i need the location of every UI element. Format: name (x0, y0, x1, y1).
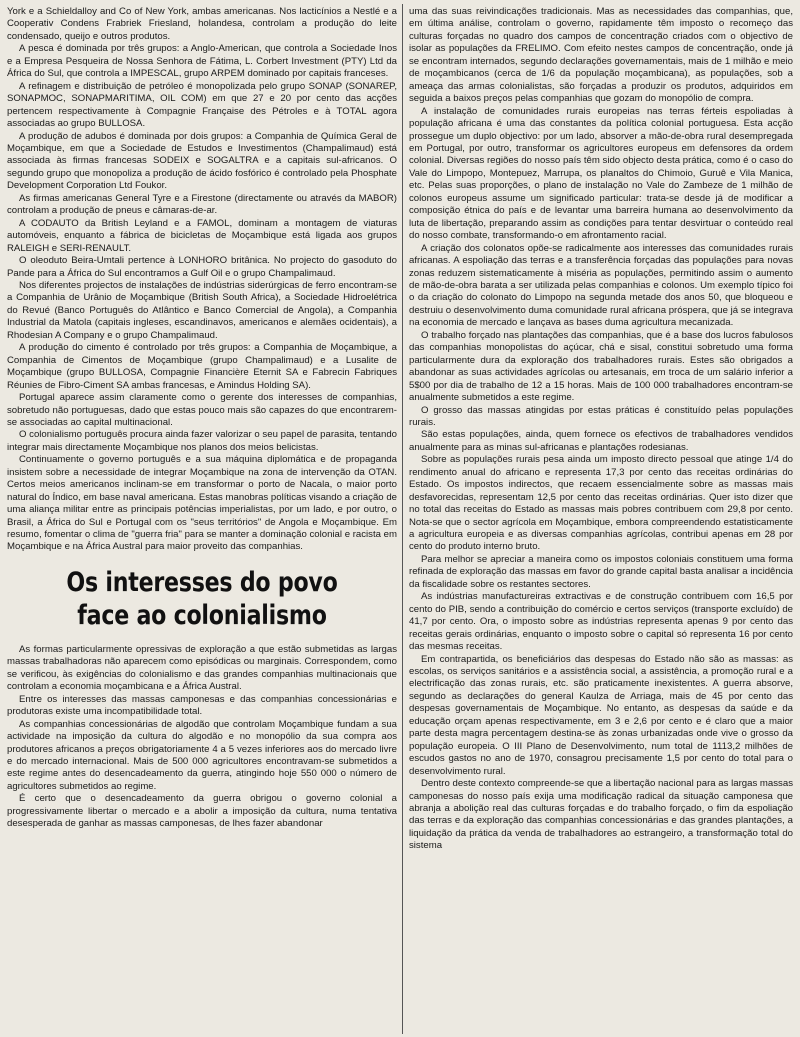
right-column (409, 6, 793, 853)
paragraph: York e a Schieldalloy and Co of New York, ambas americanas. Nos lacticínios a Nestlé e a Cooperativ Condens Frabriek Friesland, holandesa, controlam a produção do leite condensado, queijo e outros produtos. (7, 6, 397, 42)
column-divider (402, 4, 403, 1034)
headline-line-1: Os interesses do povo (66, 566, 338, 598)
paragraph: O trabalho forçado nas plantações das companhias, que é a base dos lucros fabulosos das companhias monopolistas do açúcar, chá e sisal, constitui sobretudo uma forma particularmente dura da exploração dos trabalhadores rurais. Estes são obrigados a abandonar as suas actividades agrícolas ou artesanais, em troca de um salário inferior a 5$00 por dia de trabalho de 12 a 15 horas. Mais de 100 000 trabalhadores encontram-se anualmente submetidos a este regime. (409, 329, 793, 404)
paragraph: Para melhor se apreciar a maneira como os impostos coloniais constituem uma forma refinada de exploração das massas em favor do grande capital basta analisar a incidência da fiscalidade sobre os restantes sectores. (409, 553, 793, 590)
headline-line-2: face ao colonialismo (77, 599, 327, 631)
paragraph: A refinagem e distribuição de petróleo é monopolizada pelo grupo SONAP (SONAREP, SONAPMOC, SONAPMARITIMA, OIL COM) em que 27 e 20 por cento das acções pertencem respectivamente à Compagnie Française des Pétroles e à TOTAL agora associadas ao grupo BULLOSA. (7, 80, 397, 130)
paragraph: uma das suas reivindicações tradicionais. Mas as necessidades das companhias, que, em última análise, controlam o governo, rapidamente têm imposto o recomeço das culturas forçadas no quadro dos campos de concentração criados com o objectivo de isolar as populações da FRELIMO. Com efeito nestes campos de concentração, onde já se encontram internados, segundo declarações governamentais, mais de 1 milhão e meio de moçambicanos (cerca de 1/6 da população moçambicana), as populações, sob a ameaça das armas colonialistas, são forçadas a produzir os produtos, adquiridos em seguida a baixos preços pelas companhias que gozam do monopólio de compra. (409, 6, 793, 105)
paragraph: A CODAUTO da British Leyland e a FAMOL, dominam a montagem de viaturas automóveis, enquanto a fábrica de bicicletas de Moçambique está ligada aos grupos RALEIGH e SERI-RENAULT. (7, 217, 397, 254)
paragraph: A criação dos colonatos opõe-se radicalmente aos interesses das comunidades rurais africanas. A espoliação das terras e a transferência forçadas das populações para novas zonas reduzem sistematicamente à miséria as populações, permitindo assim o aumento de mão-de-obra barata a ser utilizada pelas companhias e colonos. Um exemplo típico foi o da criação do colonato do Limpopo na segunda metade dos anos 50, que bloqueou e destruiu o desenvolvimento duma comunidade rural africana próspera, que já se integrava na economia de mercado e lançava as bases duma agricultura mecanizada. (409, 242, 793, 329)
paragraph: São estas populações, ainda, quem fornece os efectivos de trabalhadores vendidos anualmente para as minas sul-africanas e plantações rodesianas. (409, 429, 793, 453)
paragraph: A instalação de comunidades rurais europeias nas terras férteis espoliadas à população africana é uma das constantes da política colonial portuguesa. Esta acção prossegue um duplo objectivo: por um lado, absorver a mão-de-obra rural desempregada em Portugal, por outro, transformar os agricultores europeus em defensores da ordem colonial. Diversas regiões do nosso país têm sido objecto desta prática, como é o caso do Vale do Limpopo, Montepuez, Marrupa, os planaltos do Chimoio, Guruê e Vila Manica, etc. Pelas suas proporções, o plano de instalação no Vale do Zambeze de 1 milhão de colonos europeus assume um significado particular: trata-se desde já de modificar a composição étnica do país e de levantar uma barreira humana ao desenvolvimento da luta de libertação, preparando assim as condições para tentar desvirtuar o conteúdo real do nosso combate, transformando-o em afrontamento racial. (409, 105, 793, 242)
paragraph: A produção de adubos é dominada por dois grupos: a Companhia de Química Geral de Moçambique, em que a Sociedade de Estudos e Investimentos (Champalimaud) está associada às firmas francesas SODEIX e SOGALTRA e a capitais sul-africanos. O segundo grupo que monopoliza a produção de ácido fosfórico é controlado pela Phosphate Development Corporation Ltd Foukor. (7, 130, 397, 192)
paragraph: Em contrapartida, os beneficiários das despesas do Estado não são as massas: as escolas, os serviços sanitários e a assistência social, a assistência, a promoção rural e a electrificação das zonas rurais, etc. são praticamente inexistentes. A guerra absorve, segundo as declarações do general Kaulza de Arriaga, mais de 45 por cento das despesas governamentais de Moçambique. No entanto, as despesas da saúde e da educação orçam apenas respectivamente, em 3 e 2,6 por cento e é claro que a maior parte desta magra percentagem destina-se às zonas urbanizadas onde vive o grosso da população europeia. O III Plano de Desenvolvimento, num total de 1113,2 milhões de escudos gastos no ano de 1970, consagrou precisamente 1,5 por cento do total para o desenvolvimento rural. (409, 653, 793, 777)
paragraph: As formas particularmente opressivas de exploração a que estão submetidas as largas massas trabalhadoras não aparecem como episódicas ou marginais. Correspondem, como se verificou, às exigências do colonialismo e das grandes companhias multinacionais que controlam a economia moçambicana e a África Austral. (7, 643, 397, 693)
paragraph: Dentro deste contexto compreende-se que a libertação nacional para as largas massas camponesas do nosso país exija uma modificação radical da situação camponesa que abranja a abolição real das culturas forçadas e do trabalho forçado, o fim da espoliação das terras e da exploração das companhias concessionárias e das grandes plantações, a liquidação da prática da venda de trabalhadores ao estrangeiro, a transformação total do sistema (409, 778, 793, 852)
section-headline (7, 566, 397, 632)
paragraph: Entre os interesses das massas camponesas e das companhias concessionárias e produtoras existe uma incompatibilidade total. (7, 693, 397, 718)
paragraph: O grosso das massas atingidas por estas práticas é constituído pelas populações rurais. (409, 404, 793, 428)
paragraph: As firmas americanas General Tyre e a Firestone (directamente ou através da MABOR) controlam a produção de pneus e câmaras-de-ar. (7, 192, 397, 217)
paragraph: Portugal aparece assim claramente como o gerente dos interesses de companhias, sobretudo não portuguesas, dado que estas pouco mais são capazes do que encontrarem-se associadas ao capital multinacional. (7, 392, 397, 428)
paragraph: O colonialismo português procura ainda fazer valorizar o seu papel de parasita, tentando integrar mais directamente Moçambique nos planos dos meios belicistas. (7, 429, 397, 453)
paragraph: O oleoduto Beira-Umtali pertence à LONHORO britânica. No projecto do gasoduto do Pande para a África do Sul encontramos a Gulf Oil e o grupo Champalimaud. (7, 255, 397, 279)
paragraph: Nos diferentes projectos de instalações de indústrias siderúrgicas de ferro encontram-se a Companhia de Urânio de Moçambique (British South Africa), a Sociedade Hidroelétrica do Revué (Banco Português do Atlântico e Banco Comercial de Angola), a Companhia Industrial da Matola (capitais ingleses, escandinavos, americanos e alemães ocidentais), a Rhodesian A Company e o grupo Champalimaud. (7, 279, 397, 341)
paragraph: As indústrias manufactureiras extractivas e de construção contribuem com 16,5 por cento do PIB, sendo a contribuição do comércio e certos serviços (transporte excluído) de 41,7 por cento. Ora, o imposto sobre as indústrias representa apenas 9 por cento das receitas gerais ordinárias, enquanto o imposto sobre o capital só representa 16 por cento das mesmas receitas. (409, 591, 793, 653)
paragraph: As companhias concessionárias de algodão que controlam Moçambique fundam a sua actividade na imposição da cultura do algodão e no monopólio da sua compra aos produtores africanos a preços obrigatoriamente 4 a 5 vezes inferiores aos do mercado livre e do mercado internacional. Mais de 500 000 agricultores encontravam-se submetidos a este regime antes do desencadeamento da guerra, atingindo hoje 550 000 o número de agricultores submetidos ao regime. (7, 718, 397, 792)
paragraph: É certo que o desencadeamento da guerra obrigou o governo colonial a progressivamente libertar o mercado e a abolir a imposição da cultura, numa tentativa desesperada de ganhar as massas camponesas, de lhes fazer abandonar (7, 793, 397, 830)
paragraph: Continuamente o governo português e a sua máquina diplomática e de propaganda insistem sobre a necessidade de integrar Moçambique na zona de intervenção da OTAN. Certos meios americanos inclinam-se em transformar o porto de Nacala, o maior porto natural do Índico, em base naval americana. Estas manobras políticas visando a criação de uma aliança militar entre as principais potências imperialistas, por um lado, e por outro, o Brasil, a África do Sul e Portugal com os "seus territórios" de Angola e Moçambique. Em resumo, fomentar o clima de "guerra fria" para se manter a dominação colonial e racista em Moçambique e na África Austral para maior proveito das companhias. (7, 454, 397, 553)
paragraph: Sobre as populações rurais pesa ainda um imposto directo pessoal que atinge 1/4 do rendimento anual do africano e representa 17,3 por cento das receitas ordinárias do Estado. Os impostos indirectos, que recaem essencialmente sobre as massas mais desfavorecidas, representam 12,5 por cento das receitas ordinárias. Quer isto dizer que no total das receitas do Estado as massas mais pobres contribuem com 29,8 por cento. Nota-se que o sector agrícola em Moçambique, embora compreendendo estatisticamente a agricultura europeia e as diversas companhias agrícolas, contribui apenas em 28 por cento do produto interno bruto. (409, 454, 793, 553)
paragraph: A produção do cimento é controlado por três grupos: a Companhia de Moçambique, a Companhia de Cimentos de Moçambique (grupo Champalimaud) e a Lusalite de Moçambique (grupo BULLOSA, Compagnie Financière Eternit SA e Fabrecin Fabriques Réunies de Fibro-Ciment SA ambas francesas, e Amindus Holding SA). (7, 342, 397, 391)
paragraph: A pesca é dominada por três grupos: a Anglo-American, que controla a Sociedade Inos e a Empresa Pesqueira de Nossa Senhora de Fátima, L. Corbert Investment (PTY) Ltd da África do Sul, que controla a IMPESCAL, grupo ARPEM dominado por capitais franceses. (7, 43, 397, 80)
left-column (7, 6, 397, 831)
